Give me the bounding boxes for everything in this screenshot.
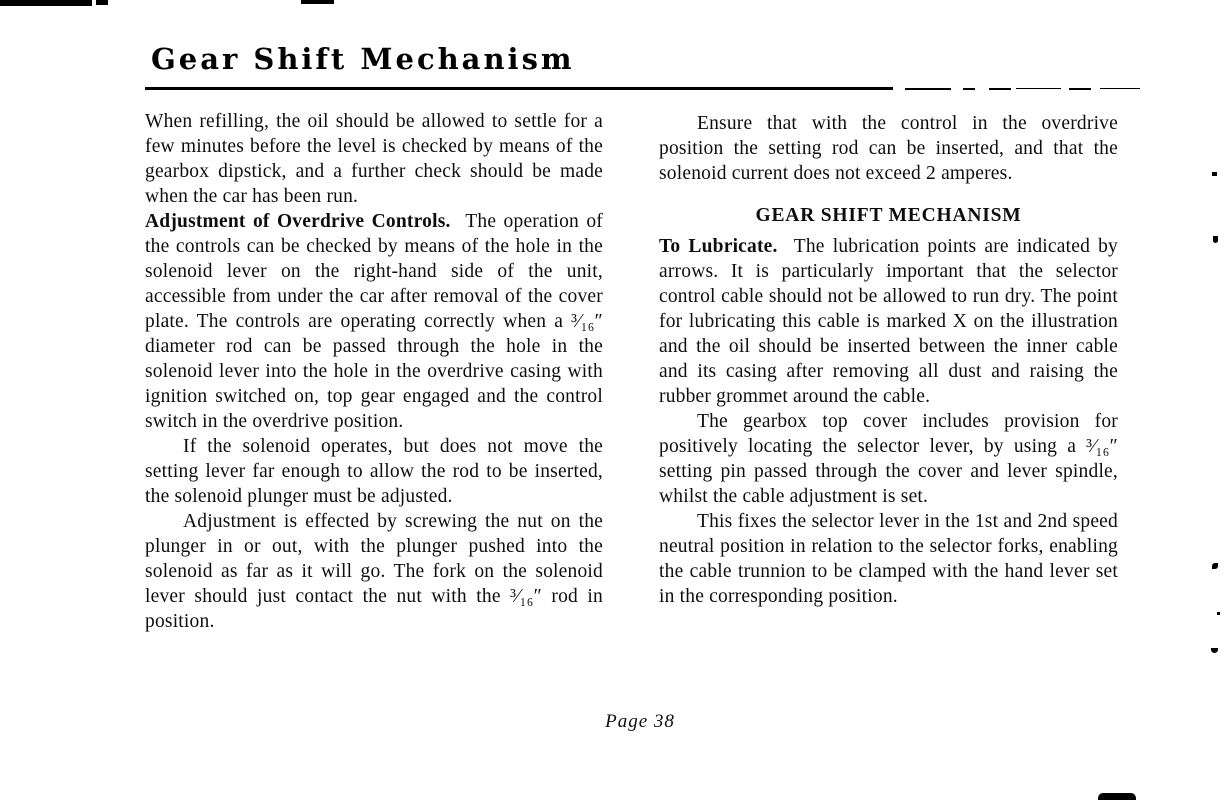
- paragraph-lead: To Lubricate.: [659, 236, 778, 257]
- paragraph: [145, 509, 603, 634]
- section-heading: GEAR SHIFT MECHANISM: [755, 205, 1022, 226]
- page-title: Gear Shift Mechanism: [151, 42, 575, 76]
- paragraph: [145, 434, 603, 509]
- scan-artifact-speck: [1213, 236, 1218, 243]
- scan-artifact-top-mark: [96, 0, 108, 5]
- paragraph: [659, 111, 1118, 186]
- paragraph: [145, 209, 603, 434]
- title-rule: [145, 87, 893, 90]
- paragraph: [145, 109, 603, 209]
- paragraph-text: Adjustment is effected by screwing the nut on the plunger in or out, with the plunger pushed into the solenoid as far as it will go. The fork on the solenoid lever should just contact the nut with the ³⁄₁₆″ rod in position.: [145, 511, 603, 632]
- paragraph-text: The lubrication points are indicated by arrows. It is particularly important that the selector control cable should not be allowed to run dry. The point for lubricating this cable is marked X on the illustration and the oil should be inserted between the inner cable and its casing after removing all dust and raising the rubber grommet around the cable.: [659, 236, 1119, 407]
- paragraph-text: If the solenoid operates, but does not move the setting lever far enough to allow the rod to be inserted, the solenoid plunger must be adjusted.: [145, 436, 603, 507]
- left-column: [145, 109, 603, 634]
- title-rule-dash: [905, 88, 951, 90]
- title-rule-dash: [963, 88, 975, 90]
- right-column: [659, 111, 1118, 609]
- scan-artifact-speck: [1212, 563, 1218, 569]
- paragraph: [659, 509, 1118, 609]
- scan-artifact-speck: [1211, 648, 1218, 653]
- title-rule-dash: [1016, 88, 1061, 89]
- paragraph-lead: Adjustment of Overdrive Controls.: [145, 211, 451, 232]
- scan-artifact-top-bar: [0, 0, 92, 6]
- scan-artifact-speck: [1217, 612, 1220, 615]
- paragraph: [659, 234, 1118, 409]
- paragraph-text: The gearbox top cover includes provision for positively locating the selector lever, by using a ³⁄₁₆″ setting pin passed through the cover and lever spindle, whilst the cable adjustment is set.: [659, 411, 1118, 507]
- paragraph-text: When refilling, the oil should be allowed to settle for a few minutes before the level is checked by means of the gearbox dipstick, and a further check should be made when the car has been run.: [145, 111, 603, 207]
- scan-artifact-speck: [1212, 172, 1217, 176]
- scan-artifact-bottom-blob: [1098, 793, 1136, 800]
- paragraph-text: This fixes the selector lever in the 1st and 2nd speed neutral position in relation to the selector forks, enabling the cable trunnion to be clamped with the hand lever set in the corresponding position.: [659, 511, 1118, 607]
- paragraph-text: Ensure that with the control in the overdrive position the setting rod can be inserted, and that the solenoid current does not exceed 2 amperes.: [659, 113, 1118, 184]
- page-number: Page 38: [605, 711, 675, 732]
- title-rule-dash: [1069, 88, 1091, 90]
- title-rule-dash: [989, 88, 1011, 90]
- title-rule-dash: [1100, 88, 1140, 89]
- paragraph-text: The operation of the controls can be checked by means of the hole in the solenoid lever on the right-hand side of the unit, accessible from under the car after removal of the cover plate. The controls are operating correctly when a ³⁄₁₆″ diameter rod can be passed through the hole in the solenoid lever into the hole in the overdrive casing with ignition switched on, top gear engaged and the control switch in the overdrive position.: [145, 211, 603, 432]
- paragraph: [659, 409, 1118, 509]
- scan-artifact-top-bar-2: [301, 0, 334, 4]
